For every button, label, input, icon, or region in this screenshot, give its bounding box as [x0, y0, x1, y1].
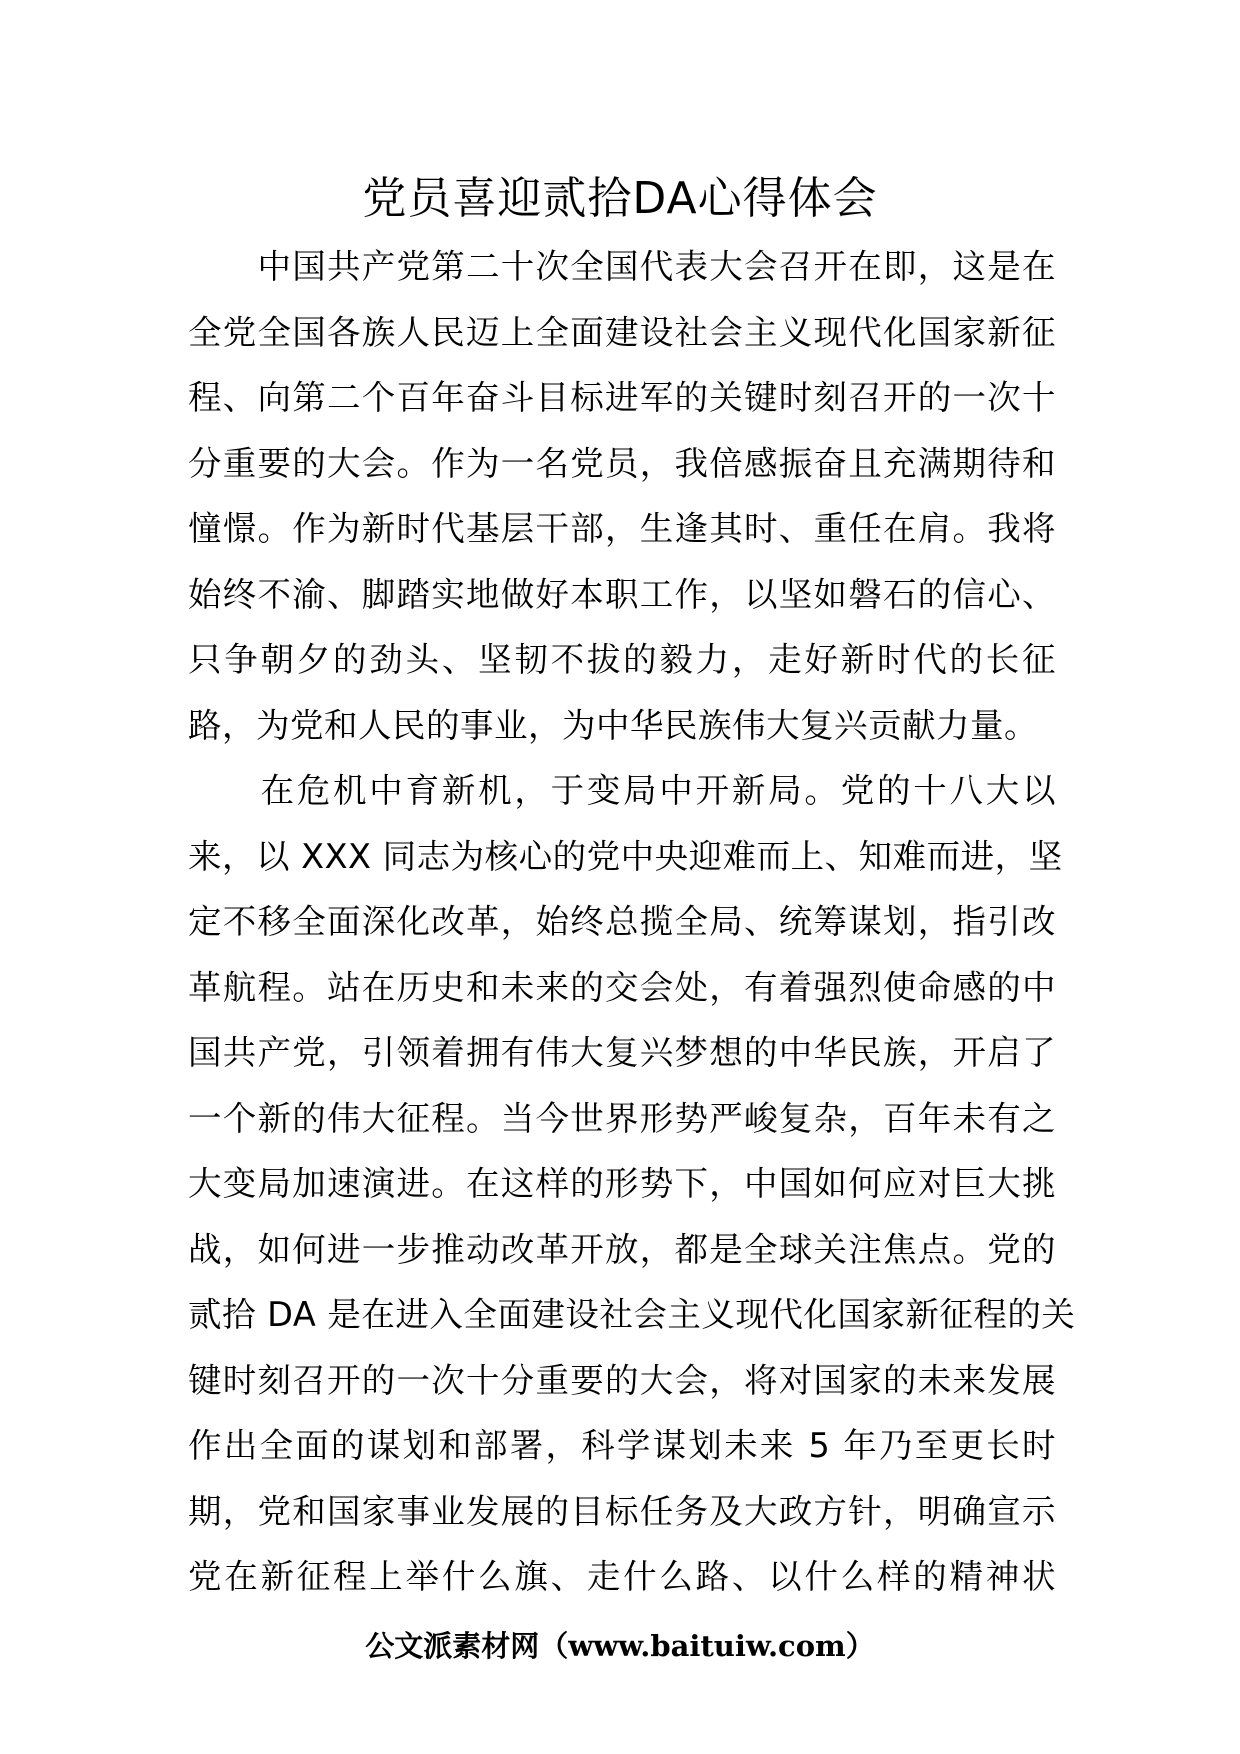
- text-line: 只争朝夕的劲头、坚韧不拔的毅力，走好新时代的长征: [188, 640, 1056, 679]
- text-line: 在危机中育新机，于变局中开新局。党的十八大以: [188, 771, 1056, 810]
- text-line: 战，如何进一步推动改革开放，都是全球关注焦点。党的: [188, 1229, 1056, 1269]
- text-line: 憧憬。作为新时代基层干部，生逢其时、重任在肩。我将: [188, 509, 1056, 548]
- text-line: 贰拾 DA 是在进入全面建设社会主义现代化国家新征程的关: [188, 1295, 1076, 1334]
- text-line: 期，党和国家事业发展的目标任务及大政方针，明确宣示: [188, 1491, 1056, 1531]
- document-title: 党员喜迎贰拾DA心得体会: [362, 173, 878, 224]
- text-line: 革航程。站在历史和未来的交会处，有着强烈使命感的中: [188, 967, 1056, 1007]
- text-line: 全党全国各族人民迈上全面建设社会主义现代化国家新征: [188, 312, 1056, 352]
- footer-source: 公文派素材网（www.baituiw.com）: [365, 1629, 875, 1663]
- text-line: 国共产党，引领着拥有伟大复兴梦想的中华民族，开启了: [188, 1033, 1056, 1072]
- text-line: 路，为党和人民的事业，为中华民族伟大复兴贡献力量。: [188, 705, 1038, 745]
- text-line: 程、向第二个百年奋斗目标进军的关键时刻召开的一次十: [188, 378, 1056, 417]
- text-line: 作出全面的谋划和部署，科学谋划未来 5 年乃至更长时: [188, 1426, 1056, 1465]
- text-line: 来，以 XXX 同志为核心的党中央迎难而上、知难而进，坚: [188, 836, 1063, 876]
- text-line: 始终不渝、脚踏实地做好本职工作，以坚如磐石的信心、: [188, 574, 1056, 614]
- text-line: 大变局加速演进。在这样的形势下，中国如何应对巨大挑: [188, 1164, 1056, 1203]
- document-body: [188, 234, 1076, 1610]
- text-line: 分重要的大会。作为一名党员，我倍感振奋且充满期待和: [188, 443, 1056, 483]
- text-line: 中国共产党第二十次全国代表大会召开在即，这是在: [188, 247, 1056, 286]
- text-line: 党在新征程上举什么旗、走什么路、以什么样的精神状: [188, 1557, 1056, 1596]
- text-line: 定不移全面深化改革，始终总揽全局、统筹谋划，指引改: [188, 902, 1056, 941]
- text-line: 一个新的伟大征程。当今世界形势严峻复杂，百年未有之: [188, 1098, 1056, 1138]
- text-line: 键时刻召开的一次十分重要的大会，将对国家的未来发展: [188, 1360, 1056, 1400]
